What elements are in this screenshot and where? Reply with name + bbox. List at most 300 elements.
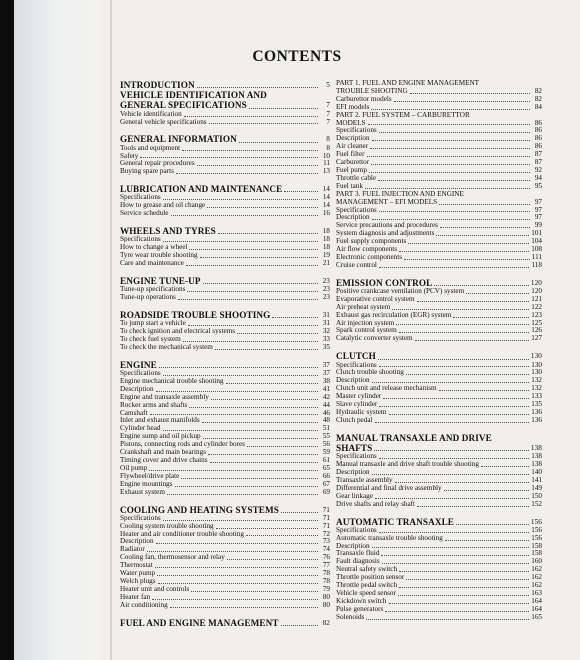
dot-leader [211, 399, 318, 400]
toc-entry-label: Automatic transaxle trouble shooting [336, 533, 443, 542]
dot-leader [379, 132, 530, 133]
page-number: 65 [322, 463, 330, 472]
dot-leader [156, 391, 318, 392]
toc-entry-label: Manual transaxle and drive shaft trouble shooting [336, 460, 479, 469]
page-number: 130 [531, 360, 542, 369]
toc-entry-label: Vehicle speed sensor [336, 588, 396, 597]
toc-entry [336, 606, 542, 614]
toc-entry [336, 417, 542, 425]
dot-leader [379, 532, 530, 533]
toc-entry-label: To check ignition and electrical systems [120, 327, 236, 336]
dot-leader [189, 249, 318, 250]
dot-leader [382, 563, 529, 564]
toc-entry-label: Engine sump and oil pickup [120, 432, 201, 441]
page-number: 69 [322, 487, 330, 496]
toc-entry-label: COOLING AND HEATING SYSTEMS [120, 504, 280, 515]
toc-entry-label: Fuel supply components [336, 237, 407, 246]
toc-section [120, 226, 330, 268]
toc-entry [120, 294, 330, 302]
page-number: 156 [531, 533, 542, 542]
dot-leader [434, 285, 529, 286]
toc-entry-label: AUTOMATIC TRANSAXLE [336, 516, 455, 527]
dot-leader [200, 257, 318, 258]
toc-right-column [336, 80, 542, 630]
page-number: 82 [534, 86, 542, 95]
toc-entry-label: FUEL AND ENGINE MANAGEMENT [120, 617, 279, 628]
section-heading [336, 433, 542, 443]
page-number: 104 [531, 237, 542, 246]
toc-section [120, 184, 330, 218]
page-number: 125 [531, 318, 542, 327]
toc-entry [120, 210, 330, 218]
page-number: 162 [531, 573, 542, 582]
toc-entry-label: SHAFTS [336, 442, 373, 453]
toc-entry-label: VEHICLE IDENTIFICATION AND [120, 90, 267, 101]
dot-leader [209, 123, 318, 124]
dot-leader [159, 367, 318, 368]
toc-entry-label: Clutch pedal [336, 415, 373, 424]
dot-leader [379, 267, 530, 268]
page-number: 80 [322, 592, 330, 601]
dot-leader [392, 309, 529, 310]
dot-leader [375, 498, 529, 499]
dot-leader [147, 551, 318, 552]
page-number: 82 [534, 94, 542, 103]
toc-entry-label: Carburettor [336, 158, 370, 167]
toc-entry-label: PART 1. FUEL AND ENGINE MANAGEMENT [336, 79, 480, 87]
toc-entry-label: CLUTCH [336, 351, 376, 362]
toc-entry-label: Throttle pedal switch [336, 581, 398, 590]
book-binding [14, 0, 100, 660]
toc-entry [120, 145, 330, 153]
toc-entry-label: Drive shafts and relay shaft [336, 499, 416, 508]
dot-leader [163, 520, 318, 521]
dot-leader [178, 299, 318, 300]
toc-entry [120, 489, 330, 497]
dot-leader [152, 599, 318, 600]
toc-entry-label: Fuel pump [336, 165, 367, 174]
page-number: 61 [322, 456, 330, 465]
dot-leader [365, 188, 530, 189]
page-number: 136 [531, 415, 542, 424]
page-number: 120 [531, 286, 542, 295]
section-heading [336, 351, 542, 361]
toc-entry-label: Specifications [336, 205, 377, 214]
dot-leader [182, 150, 318, 151]
toc-entry-label: Inlet and exhaust manifolds [120, 416, 200, 425]
dot-leader [197, 87, 318, 88]
toc-entry [120, 402, 330, 410]
dot-leader [155, 567, 318, 568]
toc-entry-label: Specifications [336, 126, 377, 135]
page-number: 87 [534, 158, 542, 167]
page-number: 59 [322, 448, 330, 457]
toc-entry-label: Description [336, 376, 370, 385]
dot-leader [249, 108, 318, 109]
toc-entry-label: Description [336, 213, 370, 222]
page-number: 162 [531, 581, 542, 590]
toc-entry-label: Solenoids [336, 612, 365, 621]
toc-entry-label: Description [336, 541, 370, 550]
page-number: 132 [531, 376, 542, 385]
page-number: 23 [322, 285, 330, 294]
dot-leader [396, 324, 529, 325]
dot-leader [237, 333, 318, 334]
page-number: 10 [322, 151, 330, 160]
page-number: 18 [322, 243, 330, 252]
page-number: 72 [322, 529, 330, 538]
toc-entry [120, 260, 330, 268]
dot-leader [399, 587, 529, 588]
dot-leader [181, 478, 318, 479]
page-number: 76 [322, 553, 330, 562]
toc-entry-label: Heater and air conditioner trouble shooting [120, 529, 244, 538]
page-number: 126 [531, 326, 542, 335]
toc-entry-label: Gear linkage [336, 491, 373, 500]
dot-leader [371, 164, 530, 165]
toc-section [120, 618, 330, 628]
dot-leader [370, 148, 530, 149]
dot-leader [372, 140, 530, 141]
toc-entry-label: Crankshaft and main bearings [120, 448, 207, 457]
dot-leader [417, 506, 529, 507]
toc-entry-label: Carburettor models [336, 94, 392, 103]
dot-leader [150, 414, 318, 415]
page-number: 35 [322, 342, 330, 351]
dot-leader [156, 543, 318, 544]
toc-entry-label: Air cleaner [336, 142, 369, 151]
dot-leader [284, 191, 318, 192]
page-number: 162 [531, 565, 542, 574]
dot-leader [163, 430, 318, 431]
page-number: 120 [530, 278, 542, 287]
toc-entry-label: Tools and equipment [120, 143, 181, 152]
page-number: 13 [322, 167, 330, 176]
toc-entry-label: Radiator [120, 545, 145, 554]
dot-leader [216, 528, 318, 529]
page-number: 71 [322, 513, 330, 522]
dot-leader [371, 109, 530, 110]
dot-leader [226, 383, 318, 384]
toc-entry-label: Rocker arms and shafts [120, 400, 188, 409]
toc-entry-label: Kickdown switch [336, 596, 387, 605]
toc-entry-label: Cooling system trouble shooting [120, 521, 214, 530]
page-number: 140 [531, 467, 542, 476]
toc-entry-label: PART 2. FUEL SYSTEM – CARBURETTOR [336, 110, 470, 119]
page-number: 141 [531, 475, 542, 484]
toc-entry-label: TROUBLE SHOOTING [336, 86, 408, 95]
page-number: 7 [326, 109, 330, 118]
page-number: 33 [322, 335, 330, 344]
page-number: 92 [534, 165, 542, 174]
toc-entry-label: Welch plugs [120, 577, 156, 585]
toc-entry-label: General vehicle specifications [120, 117, 207, 126]
page-number: 71 [322, 521, 330, 530]
dot-leader [372, 547, 530, 548]
page-number: 74 [322, 545, 330, 554]
dot-leader [186, 265, 318, 266]
dot-leader [379, 458, 530, 459]
toc-section [120, 276, 330, 302]
dot-leader [189, 407, 318, 408]
toc-entry-label: Cylinder head [120, 424, 161, 433]
dot-leader [281, 625, 318, 626]
page-number: 94 [534, 173, 542, 182]
dot-leader [445, 540, 529, 541]
dot-leader [367, 156, 530, 157]
page-number: 150 [531, 491, 542, 500]
dot-leader [246, 535, 318, 536]
toc-entry-label: To check fuel system [120, 335, 181, 344]
toc-entry-label: GENERAL SPECIFICATIONS [120, 100, 247, 111]
page-number: 11 [323, 159, 330, 168]
page-number: 79 [322, 584, 330, 593]
toc-entry-label: Throttle position sensor [336, 573, 405, 582]
toc-entry-label: Transaxle assembly [336, 475, 393, 484]
section-heading [120, 80, 330, 90]
dot-leader [272, 317, 318, 318]
dot-leader [439, 204, 530, 205]
toc-entry [120, 457, 330, 465]
toc-entry-label: Heater fan [120, 592, 151, 601]
dot-leader [167, 494, 318, 495]
toc-entry-label: Cooling fan, thermosensor and relay [120, 553, 225, 562]
dot-leader [404, 259, 530, 260]
dot-leader [203, 283, 318, 284]
toc-entry-label: General repair procedures [120, 159, 195, 168]
page-number: 130 [530, 352, 542, 361]
toc-section [120, 360, 330, 497]
toc-entry-label: Catalytic converter system [336, 334, 413, 343]
page-number: 101 [531, 229, 542, 238]
toc-entry-label: Specifications [120, 193, 161, 202]
page-number: 135 [531, 400, 542, 409]
toc-entry-label: Specifications [336, 452, 377, 461]
toc-entry-label: EFI models [336, 102, 370, 111]
page-number: 165 [531, 612, 542, 621]
dot-leader [389, 603, 530, 604]
page-number: 163 [531, 588, 542, 597]
toc-entry-label: LUBRICATION AND MAINTENANCE [120, 184, 283, 195]
dot-leader [239, 142, 318, 143]
dot-leader [372, 382, 530, 383]
page-number: 23 [322, 293, 330, 302]
toc-entry-label: Specifications [336, 525, 377, 534]
toc-entry [120, 586, 330, 594]
dot-leader [171, 215, 319, 216]
page-number: 108 [531, 245, 542, 254]
toc-section [336, 80, 542, 270]
dot-leader [399, 571, 529, 572]
dot-leader [379, 211, 530, 212]
page-number: 138 [531, 452, 542, 461]
toc-section [336, 351, 542, 424]
dot-leader [415, 340, 530, 341]
toc-entry-label: Air injection system [336, 318, 395, 327]
dot-leader [157, 575, 318, 576]
page-number: 77 [322, 561, 330, 570]
page-number: 136 [531, 407, 542, 416]
contents-page [14, 0, 580, 660]
page-number: 130 [531, 368, 542, 377]
page-title: CONTENTS [252, 48, 342, 65]
toc-entry-label: Engine and transaxle assembly [120, 392, 209, 401]
dot-leader [197, 165, 318, 166]
page-number: 51 [322, 424, 330, 433]
dot-leader [439, 390, 530, 391]
toc-entry-label: Specifications [120, 369, 161, 378]
dot-leader [202, 422, 318, 423]
dot-leader [466, 293, 529, 294]
page-number: 8 [326, 135, 330, 144]
toc-entry [120, 168, 330, 176]
dot-leader [436, 235, 529, 236]
page-number: 158 [531, 549, 542, 558]
dot-leader [406, 579, 529, 580]
dot-leader [368, 124, 530, 125]
dot-leader [399, 251, 529, 252]
toc-section [336, 433, 542, 509]
dot-leader [381, 555, 529, 556]
page-number: 71 [322, 505, 330, 514]
page-fold [110, 0, 112, 660]
page-number: 97 [534, 205, 542, 214]
toc-entry-label: Spark control system [336, 326, 397, 335]
page-number: 118 [531, 260, 542, 269]
toc-entry-label: Pulse generators [336, 604, 384, 613]
section-heading [120, 90, 330, 100]
toc-entry-label: PART 3. FUEL INJECTION AND ENGINE [336, 189, 464, 198]
toc-left-column [120, 80, 330, 636]
toc-entry-label: Care and maintenance [120, 259, 184, 268]
toc-entry-label: Electronic components [336, 252, 403, 261]
page-number: 19 [322, 251, 330, 260]
page-number: 86 [534, 126, 542, 135]
toc-entry-label: Specifications [120, 235, 161, 244]
toc-entry-label: Air conditioning [120, 600, 168, 609]
toc-entry-label: Throttle cable [336, 173, 377, 182]
toc-entry-label: System diagnosis and adjustments [336, 229, 435, 238]
toc-entry-label: Pistons, connecting rods and cylinder bores [120, 440, 245, 449]
toc-entry-label: Description [336, 467, 370, 476]
toc-entry-label: Water pump [120, 569, 156, 578]
dot-leader [191, 591, 318, 592]
page-number: 73 [322, 537, 330, 546]
toc-entry-label: Specifications [336, 360, 377, 369]
toc-entry [336, 262, 542, 270]
dot-leader [175, 486, 318, 487]
dot-leader [247, 446, 318, 447]
toc-entry-label: Tyre wear trouble shooting [120, 251, 198, 260]
toc-entry-label: Service schedule [120, 209, 169, 218]
dot-leader [383, 398, 529, 399]
page-number: 138 [530, 443, 542, 452]
page-number: 152 [531, 499, 542, 508]
page-number: 95 [534, 181, 542, 190]
dot-leader [203, 438, 318, 439]
toc-entry-label: Flywheel/drive plate [120, 471, 180, 480]
page-number: 80 [322, 600, 330, 609]
toc-entry-label: Description [336, 134, 370, 143]
toc-entry-label: MANAGEMENT – EFI MODELS [336, 197, 438, 206]
toc-entry-label: Clutch unit and release mechanism [336, 384, 437, 393]
page-number: 149 [531, 483, 542, 492]
toc-entry-label: Timing cover and drive chains [120, 456, 208, 465]
page-number: 55 [322, 432, 330, 441]
page-number: 7 [326, 117, 330, 126]
page-number: 97 [534, 197, 542, 206]
dot-leader [410, 93, 530, 94]
page-number: 67 [322, 479, 330, 488]
page-number: 121 [531, 294, 542, 303]
toc-entry [336, 175, 542, 183]
toc-entry-label: To jump start a vehicle [120, 319, 186, 328]
page-number: 123 [531, 310, 542, 319]
toc-entry-label: Transaxle fluid [336, 549, 380, 558]
toc-entry-label: GENERAL INFORMATION [120, 134, 237, 145]
dot-leader [188, 325, 318, 326]
dot-leader [379, 406, 529, 407]
page-number: 37 [322, 360, 330, 369]
toc-entry [336, 501, 542, 509]
toc-entry-label: Description [120, 537, 154, 546]
dot-leader [184, 116, 318, 117]
toc-section [120, 134, 330, 176]
toc-entry-label: How to change a wheel [120, 243, 188, 252]
dot-leader [374, 450, 529, 451]
page-number: 66 [322, 471, 330, 480]
dot-leader [163, 241, 318, 242]
toc-entry-label: Clutch trouble shooting [336, 368, 404, 377]
toc-entry-label: How to grease and oil change [120, 201, 206, 210]
page-number: 38 [322, 376, 330, 385]
toc-entry-label: INTRODUCTION [120, 80, 195, 90]
dot-leader [176, 173, 318, 174]
toc-entry-label: Description [120, 384, 154, 393]
page-number: 132 [531, 384, 542, 393]
page-number: 84 [534, 102, 542, 111]
toc-entry-label: Fuel filter [336, 150, 365, 159]
page-number: 156 [530, 517, 542, 526]
toc-entry-label: Specifications [120, 513, 161, 522]
toc-entry-label: Positive crankcase ventilation (PCV) system [336, 286, 465, 295]
page-number: 86 [534, 142, 542, 151]
page-number: 31 [322, 311, 330, 320]
section-heading [120, 618, 330, 628]
toc-entry-label: Neutral safety switch [336, 565, 398, 574]
dot-leader [158, 583, 318, 584]
page-number: 160 [531, 557, 542, 566]
dot-leader [227, 559, 318, 560]
page-number: 21 [322, 259, 330, 268]
page-number: 86 [534, 118, 542, 127]
page-number: 23 [322, 277, 330, 285]
page-number: 78 [322, 569, 330, 578]
dot-leader [163, 199, 318, 200]
page-number: 164 [531, 596, 542, 605]
dot-leader [281, 512, 318, 513]
toc-entry-label: MANUAL TRANSAXLE AND DRIVE [336, 432, 492, 443]
dot-leader [210, 462, 318, 463]
page-number: 46 [322, 408, 330, 417]
page-number: 138 [531, 460, 542, 469]
page-number: 8 [326, 143, 330, 152]
dot-leader [372, 219, 530, 220]
dot-leader [378, 180, 530, 181]
dot-leader [444, 490, 530, 491]
page-number: 37 [322, 369, 330, 378]
toc-entry [120, 119, 330, 127]
